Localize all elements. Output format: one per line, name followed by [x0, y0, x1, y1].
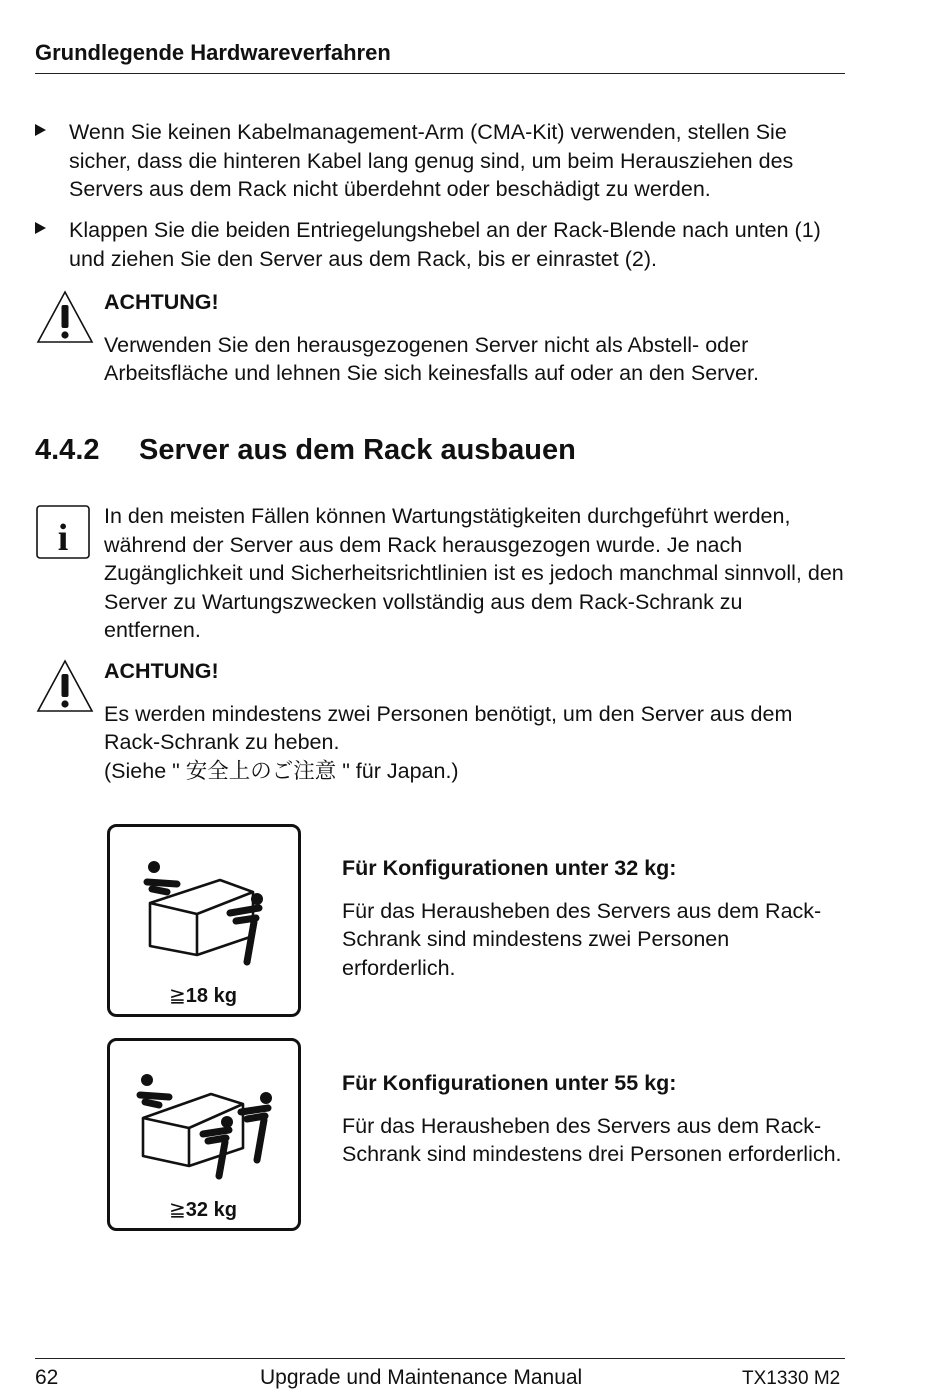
manual-title: Upgrade und Maintenance Manual [260, 1366, 583, 1389]
bullet-item [35, 216, 845, 273]
running-header: Grundlegende Hardwareverfahren [35, 40, 391, 65]
section-number: 4.4.2 [35, 434, 100, 466]
svg-text:≧32 kg: ≧32 kg [169, 1199, 237, 1221]
footer-rule [35, 1358, 845, 1359]
caution-text: Verwenden Sie den herausgezogenen Server nicht als Abstell- oder Arbeitsfläche und lehnen Sie sich keinesfalls auf oder an den Server. [104, 332, 759, 385]
lift-heading: Für Konfigurationen unter 32 kg: [342, 856, 677, 880]
info-text: In den meisten Fällen können Wartungstätigkeiten durchgeführt werden, während der Server aus dem Rack herausgezogen wurde. Je nach Zugänglichkeit und Sicherheitsrichtlinien ist es jedoch manchmal sinnvoll, den Server zu Wartungszwecken vollständig aus dem Rack-Schrank zu entfernen. [104, 504, 844, 642]
caution-heading: ACHTUNG! [104, 659, 219, 683]
lift-description [342, 1069, 842, 1169]
model-name: TX1330 M2 [742, 1368, 841, 1389]
lift-heading: Für Konfigurationen unter 55 kg: [342, 1071, 677, 1095]
info-notice [35, 502, 845, 645]
bullet-text: Klappen Sie die beiden Entriegelungshebel an der Rack-Blende nach unten (1) und ziehen Sie den Server aus dem Rack, bis er einrastet (2). [69, 218, 821, 271]
bullet-arrow-icon [35, 222, 46, 234]
three-person-lift-icon [107, 1038, 301, 1231]
section-heading [35, 434, 576, 467]
section-title: Server aus dem Rack ausbauen [139, 434, 576, 466]
info-icon [35, 504, 91, 560]
svg-text:≧18 kg: ≧18 kg [169, 985, 237, 1007]
warning-triangle-icon [35, 657, 95, 715]
lift-description [342, 854, 842, 982]
caution-notice [35, 657, 845, 785]
caution-japan-reference: (Siehe " 安全上のご注意 " für Japan.) [104, 758, 459, 783]
lift-text: Für das Herausheben des Servers aus dem Rack-Schrank sind mindestens zwei Personen erforderlich. [342, 898, 822, 980]
weight-label: 18 kg [185, 985, 237, 1007]
bullet-text: Wenn Sie keinen Kabelmanagement-Arm (CMA-Kit) verwenden, stellen Sie sicher, dass die hinteren Kabel lang genug sind, um beim Herausziehen des Servers aus dem Rack nicht überdehnt oder beschädigt zu werden. [69, 120, 794, 201]
warning-triangle-icon [35, 288, 95, 346]
two-person-lift-icon [107, 824, 301, 1017]
caution-notice [35, 288, 845, 388]
header-rule [35, 73, 845, 74]
caution-heading: ACHTUNG! [104, 290, 219, 314]
page-number: 62 [35, 1366, 59, 1389]
bullet-arrow-icon [35, 124, 46, 136]
caution-text: Es werden mindestens zwei Personen benötigt, um den Server aus dem Rack-Schrank zu heben. [104, 701, 793, 754]
lift-text: Für das Herausheben des Servers aus dem Rack-Schrank sind mindestens drei Personen erforderlich. [342, 1113, 842, 1166]
weight-label: 32 kg [185, 1199, 237, 1221]
svg-text:i: i [57, 517, 69, 559]
bullet-item [35, 118, 845, 204]
